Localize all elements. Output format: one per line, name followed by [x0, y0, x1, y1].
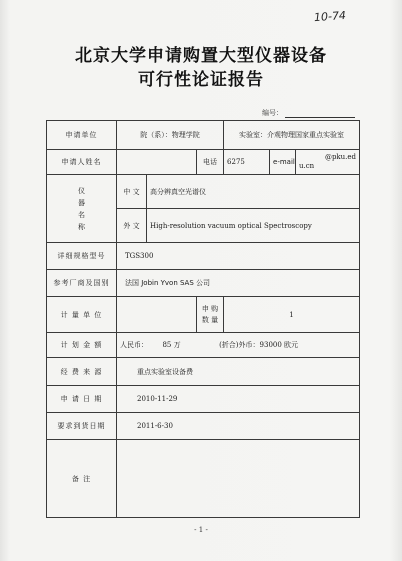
instrument-name-label	[47, 175, 117, 243]
serial-label: 编号：	[262, 109, 283, 117]
page-title: 北京大学申请购置大型仪器设备	[75, 46, 327, 66]
laboratory-value: 实验室：介观物理国家重点实验室	[224, 121, 360, 150]
instrument-label-char-3: 名	[78, 210, 85, 219]
row-arrival-date	[47, 413, 360, 440]
row-applicant-unit	[47, 121, 360, 150]
foreign-currency-value: (折合)外币：93000 欧元	[219, 341, 299, 349]
phone-label: 电话	[197, 150, 224, 175]
funding-source-label: 经 费 来 源	[47, 358, 117, 386]
serial-underline	[285, 109, 355, 118]
row-manufacturer	[47, 270, 360, 297]
phone-value: 6275	[224, 150, 270, 175]
model-value: TGS300	[117, 243, 360, 270]
model-label: 详细规格型号	[47, 243, 117, 270]
remarks-value	[117, 440, 360, 518]
foreign-name-value: High-resolution vacuum optical Spectroscopy	[147, 209, 360, 243]
instrument-label-char-2: 器	[78, 198, 85, 207]
instrument-label-char-4: 称	[78, 222, 85, 231]
row-unit-quantity	[47, 297, 360, 333]
application-form-table	[46, 120, 360, 518]
planned-amount-label: 计 划 金 额	[47, 333, 117, 358]
applicant-unit-label: 申请单位	[47, 121, 117, 150]
apply-date-value: 2010-11-29	[117, 386, 360, 413]
row-amount	[47, 333, 360, 358]
email-value	[296, 150, 360, 175]
row-model	[47, 243, 360, 270]
rmb-value: 85 万	[162, 341, 181, 349]
arrival-date-value: 2011-6-30	[117, 413, 360, 440]
email-label: e-mail	[270, 150, 296, 175]
row-remarks	[47, 440, 360, 518]
manufacturer-label: 参考厂商及国别	[47, 270, 117, 297]
planned-amount-cell	[117, 333, 360, 358]
email-part-1: @pku.ed	[324, 153, 357, 161]
rmb-label: 人民币：	[120, 341, 148, 349]
apply-date-label: 申 请 日 期	[47, 386, 117, 413]
measure-unit-label: 计 量 单 位	[47, 297, 117, 333]
handwritten-note: 10-74	[313, 8, 347, 25]
applicant-name-value	[117, 150, 197, 175]
quantity-value: 1	[224, 297, 360, 333]
chinese-name-label: 中 文	[117, 175, 147, 209]
arrival-date-label: 要求到货日期	[47, 413, 117, 440]
quantity-label-line-1: 申 购	[201, 304, 219, 313]
chinese-name-value: 高分辨真空光谱仪	[147, 175, 360, 209]
row-instrument-cn	[47, 175, 360, 209]
row-applicant-name	[47, 150, 360, 175]
instrument-label-char-1: 仪	[78, 186, 85, 195]
foreign-name-label: 外 文	[117, 209, 147, 243]
email-part-2: u.cn	[299, 162, 315, 170]
quantity-label-line-2: 数 量	[201, 315, 219, 324]
remarks-label: 备 注	[47, 440, 117, 518]
row-apply-date	[47, 386, 360, 413]
page-subtitle: 可行性论证报告	[138, 70, 264, 90]
measure-unit-value	[117, 297, 197, 333]
manufacturer-value: 法国 Jobin Yvon SAS 公司	[117, 270, 360, 297]
page-number: - 1 -	[194, 526, 208, 534]
serial-number-field	[262, 108, 355, 118]
funding-source-value: 重点实验室设备费	[117, 358, 360, 386]
applicant-name-label: 申请人姓名	[47, 150, 117, 175]
quantity-label	[197, 297, 224, 333]
department-value: 院（系）：物理学院	[117, 121, 224, 150]
row-funding	[47, 358, 360, 386]
